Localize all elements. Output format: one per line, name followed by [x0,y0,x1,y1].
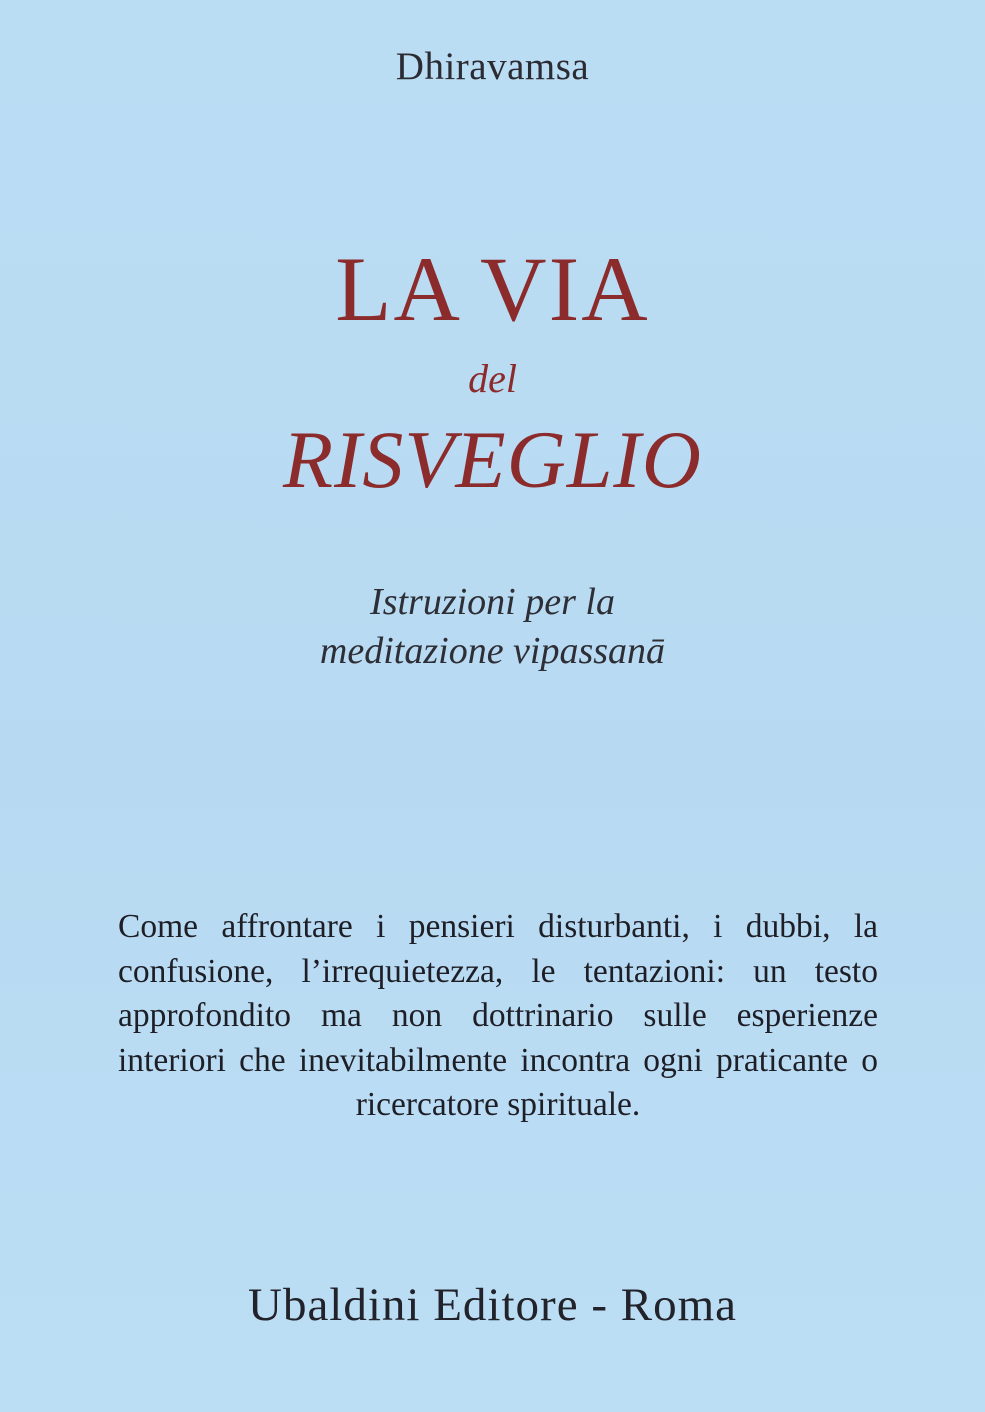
cover-blurb-text: Come affrontare i pensieri disturbanti, i dubbi, la confusione, l’irrequietezza, le tentazioni: un testo approfondito ma non dottrinario sulle esperienze interiori che inevitabilmente incontra ogni praticante o ricercatore spirituale. [118,908,878,1124]
subtitle [0,578,985,675]
subtitle-line-2: meditazione vipassanā [319,629,666,672]
title-block [0,238,985,505]
title-line-2: RISVEGLIO [283,414,702,505]
subtitle-line-1: Istruzioni per la [370,581,615,623]
title-connector: del [468,356,517,401]
publisher-name: Ubaldini Editore - Roma [248,1279,737,1331]
title-line-1: LA VIA [335,238,650,340]
cover-blurb [118,905,878,1128]
author-name: Dhiravamsa [395,45,590,88]
